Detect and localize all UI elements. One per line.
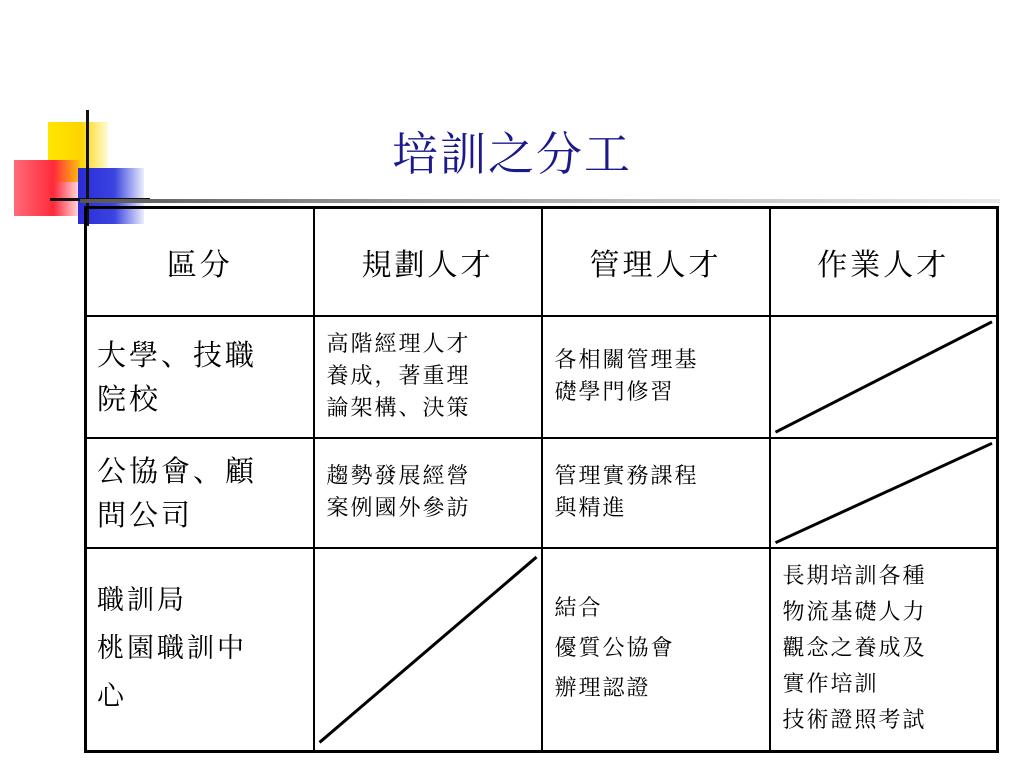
cell-planning-vocational-bureau-empty [314, 548, 542, 752]
cell-line: 案例國外參訪 [326, 495, 471, 521]
cell-line: 結合 [554, 596, 603, 622]
cell-line: 趨勢發展經營 [326, 463, 471, 489]
cell-operation-universities-empty [770, 316, 998, 438]
cell-line: 與精進 [554, 495, 627, 521]
cell-line: 各相關管理基 [554, 347, 699, 373]
header-operation-talent: 作業人才 [770, 208, 998, 316]
cell-line: 高階經理人才 [326, 331, 471, 357]
cell-management-vocational-bureau [542, 548, 770, 752]
cell-management-universities [542, 316, 770, 438]
category-line: 公協會、顧 [97, 453, 258, 488]
diagonal-slash [771, 439, 997, 547]
row-category-associations [86, 438, 314, 548]
title-underline-rule [80, 199, 1000, 203]
table-row-universities [86, 316, 998, 438]
category-line: 職訓局 [97, 585, 187, 617]
cell-line: 物流基礎人力 [782, 600, 927, 626]
slide-title: 培訓之分工 [392, 127, 632, 181]
training-division-table [84, 206, 999, 753]
category-line: 問公司 [97, 497, 194, 532]
diagonal-slash [771, 317, 997, 437]
cell-line: 技術證照考試 [782, 708, 927, 734]
category-line: 院校 [97, 381, 162, 416]
header-category: 區分 [86, 208, 314, 316]
table-header-row [86, 208, 998, 316]
cell-line: 觀念之養成及 [782, 636, 927, 662]
cell-line: 長期培訓各種 [782, 564, 927, 590]
cell-line: 論架構、決策 [326, 395, 471, 421]
cell-line: 養成，著重理 [326, 363, 471, 389]
cell-line: 礎學門修習 [554, 379, 675, 405]
cell-line: 辦理認證 [554, 676, 651, 702]
category-line: 大學、技職 [97, 337, 258, 372]
table-row-associations [86, 438, 998, 548]
cell-operation-vocational-bureau [770, 548, 998, 752]
row-category-universities [86, 316, 314, 438]
header-planning-talent: 規劃人才 [314, 208, 542, 316]
header-management-talent: 管理人才 [542, 208, 770, 316]
cell-planning-universities [314, 316, 542, 438]
cell-line: 優質公協會 [554, 636, 675, 662]
diagonal-slash [315, 549, 541, 751]
cell-planning-associations [314, 438, 542, 548]
category-line: 心 [97, 681, 127, 713]
cell-line: 管理實務課程 [554, 463, 699, 489]
category-line: 桃園職訓中 [97, 633, 247, 665]
cell-operation-associations-empty [770, 438, 998, 548]
table-row-vocational-bureau [86, 548, 998, 752]
row-category-vocational-bureau [86, 548, 314, 752]
cell-management-associations [542, 438, 770, 548]
cell-line: 實作培訓 [782, 672, 879, 698]
